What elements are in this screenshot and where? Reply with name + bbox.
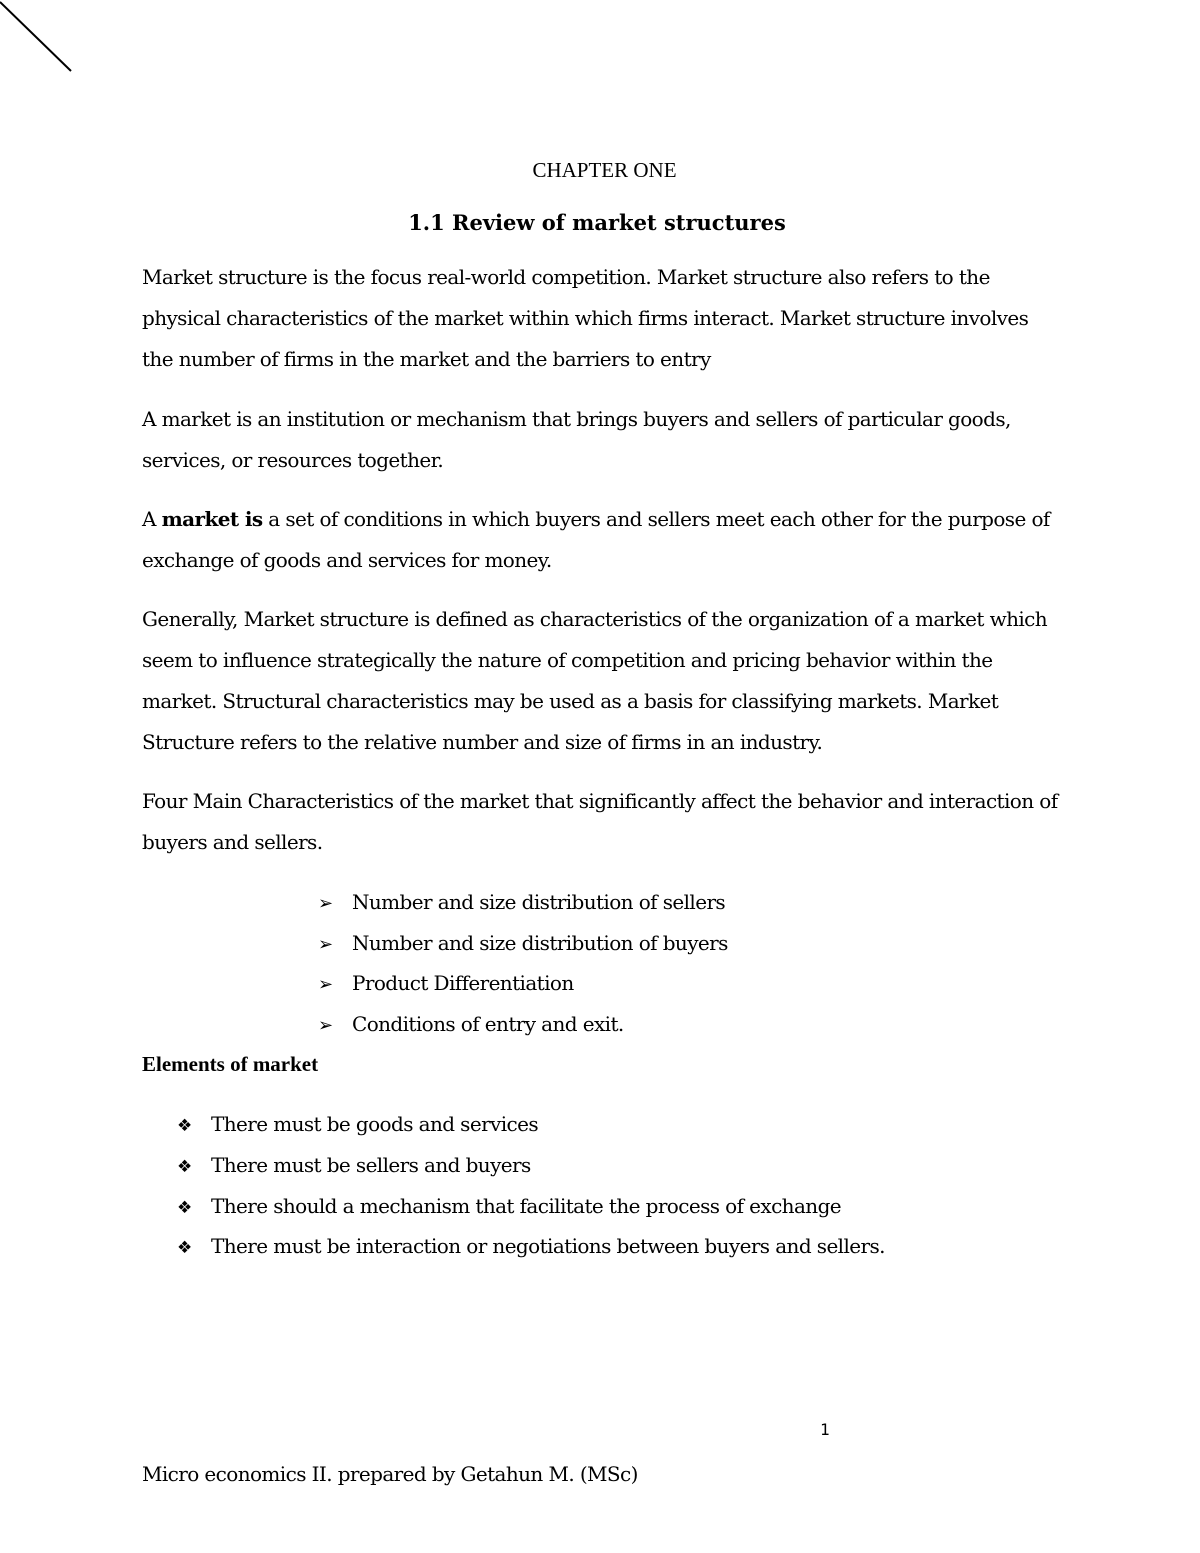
- arrow-bullet-icon: ➢: [318, 974, 333, 996]
- list-item-text: There should a mechanism that facilitate the process of exchange: [211, 1193, 842, 1218]
- paragraph-general-definition: Generally, Market structure is defined as characteristics of the organization of a market which seem to influence strategically the nature of competition and pricing behavior within the market. Structural characteristics may be used as a basis for classifying markets. Market Structure refers to the relative number and size of firms in an industry.: [142, 607, 1048, 754]
- list-item-text: There must be interaction or negotiations between buyers and sellers.: [211, 1234, 885, 1259]
- diamond-bullet-icon: ❖: [177, 1116, 192, 1136]
- list-item-text: Number and size distribution of sellers: [352, 890, 726, 914]
- page-footer: Micro economics II. prepared by Getahun M. (MSc): [142, 1462, 638, 1486]
- chapter-heading: CHAPTER ONE: [532, 158, 677, 182]
- list-item-text: There must be sellers and buyers: [211, 1152, 531, 1177]
- diamond-bullet-icon: ❖: [177, 1197, 192, 1218]
- corner-diagonal-line: [0, 0, 80, 80]
- page-number: 1: [820, 1420, 830, 1439]
- paragraph-lead: A: [142, 507, 162, 531]
- list-item-text: Product Differentiation: [352, 971, 574, 996]
- list-item: [318, 963, 728, 1004]
- diamond-bullet-icon: ❖: [177, 1238, 192, 1259]
- list-item-text: Conditions of entry and exit.: [352, 1012, 624, 1037]
- list-item-text: Number and size distribution of buyers: [352, 930, 728, 955]
- list-item: [177, 1226, 885, 1267]
- arrow-bullet-icon: ➢: [318, 1015, 333, 1037]
- list-item-text: There must be goods and services: [211, 1112, 539, 1136]
- arrow-bullet-icon: ➢: [318, 893, 333, 914]
- elements-heading: Elements of market: [142, 1052, 319, 1076]
- list-item: [318, 882, 728, 923]
- paragraph-market-institution: A market is an institution or mechanism that brings buyers and sellers of particular goods, services, or resources together.: [142, 407, 1011, 472]
- arrow-bullet-icon: ➢: [318, 933, 333, 955]
- diamond-bullet-icon: ❖: [177, 1156, 192, 1177]
- section-title: 1.1 Review of market structures: [408, 210, 786, 235]
- characteristics-list: [318, 882, 728, 1045]
- list-item: [177, 1104, 885, 1145]
- paragraph-market-definition: [142, 499, 1060, 581]
- elements-list: [177, 1104, 885, 1267]
- paragraph-rest: a set of conditions in which buyers and sellers meet each other for the purpose of exchange of goods and services for money.: [142, 507, 1050, 572]
- paragraph-four-characteristics: Four Main Characteristics of the market that significantly affect the behavior and interaction of buyers and sellers.: [142, 789, 1058, 854]
- list-item: [177, 1186, 885, 1227]
- list-item: [318, 1004, 728, 1045]
- list-item: [318, 923, 728, 964]
- paragraph-market-structure: Market structure is the focus real-world competition. Market structure also refers to the physical characteristics of the market within which firms interact. Market structure involves the number of firms in the market and the barriers to entry: [142, 265, 1029, 371]
- list-item: [177, 1145, 885, 1186]
- bold-term: market is: [161, 507, 263, 531]
